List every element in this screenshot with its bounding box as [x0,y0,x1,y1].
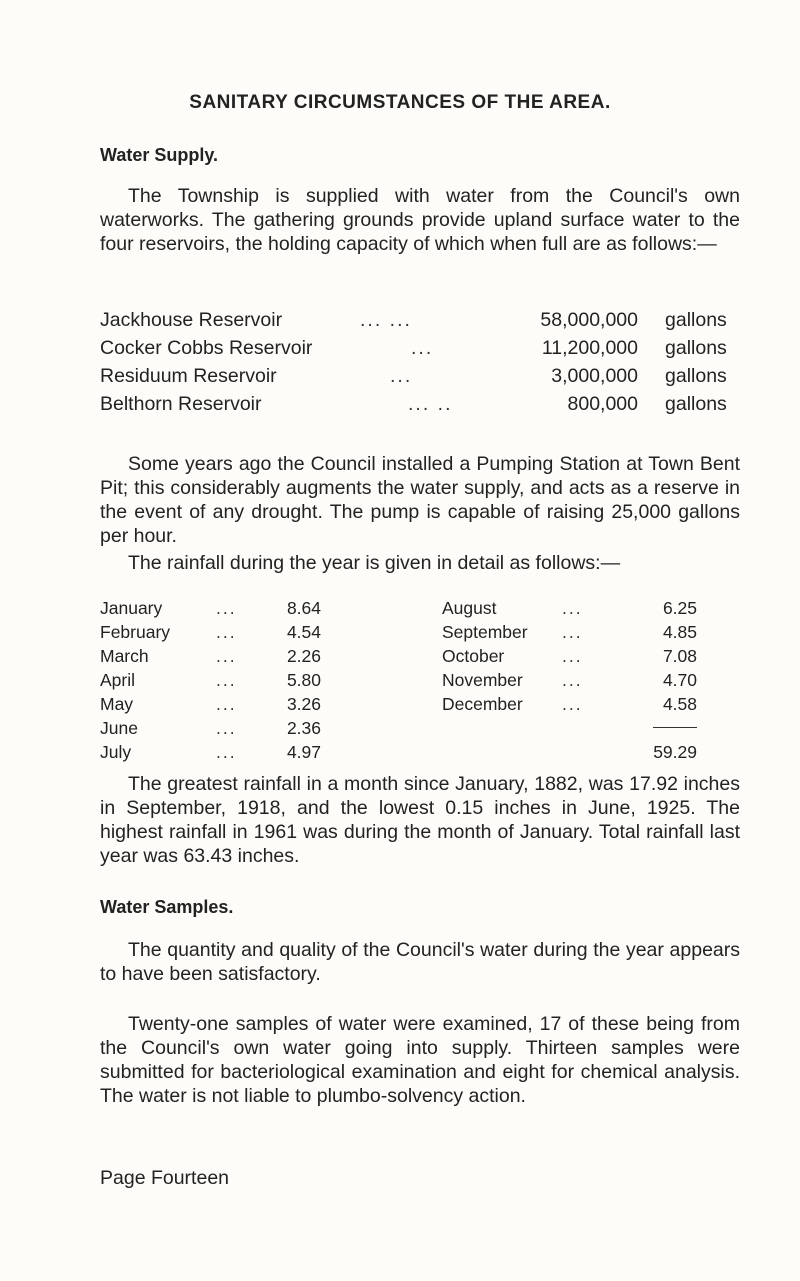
leader-dots: ... .. [408,393,453,415]
leader-dots: ... [216,622,237,642]
paragraph-quality-text: The quantity and quality of the Council's water during the year appears to have been satisfactory. [100,939,740,985]
reservoir-name: Residuum Reservoir [100,365,277,387]
leader-dots: ... [216,646,237,666]
reservoir-unit: gallons [665,337,727,359]
rainfall-row [100,646,740,668]
leader-dots: ... [390,365,413,387]
paragraph-samples-text: Twenty-one samples of water were examined, 17 of these being from the Council's own water going into supply. Thirteen samples were submitted for bacteriological examination and eight for chemical analysis. The water is not liable to plumbo-solvency action. [100,1013,740,1107]
paragraph-rainfall-intro [100,551,740,575]
month-label: February [100,622,171,642]
leader-dots: ... [216,742,237,762]
reservoir-capacity: 3,000,000 [551,365,638,387]
reservoir-unit: gallons [665,393,727,415]
rainfall-row [100,718,740,740]
rainfall-value: 2.36 [286,718,321,738]
month-label: August [442,598,497,618]
leader-dots: ... [411,337,434,359]
reservoir-row [100,365,740,391]
rainfall-row [100,694,740,716]
month-label: July [100,742,132,762]
leader-dots: ... [562,694,583,714]
rainfall-value: 4.97 [286,742,321,762]
total-rule [653,727,697,728]
rainfall-value: 8.64 [286,598,321,618]
month-label: January [100,598,163,618]
paragraph-greatest-rainfall-text: The greatest rainfall in a month since January, 1882, was 17.92 inches in September, 1918, and the lowest 0.15 inches in June, 1925. The highest rainfall in 1961 was during the month of January. Total rainfall last year was 63.43 inches. [100,773,740,867]
month-label: April [100,670,136,690]
rainfall-value: 4.85 [662,622,697,642]
reservoir-capacity: 11,200,000 [541,337,638,359]
rainfall-row [100,742,740,764]
month-label: December [442,694,523,714]
month-label: May [100,694,134,714]
paragraph-pumping [100,452,740,548]
paragraph-quality [100,938,740,986]
month-label: October [442,646,505,666]
paragraph-intro-text: The Township is supplied with water from the Council's own waterworks. The gathering grounds provide upland surface water to the four reservoirs, the holding capacity of which when full are as follows:— [100,185,740,255]
rainfall-value: 3.26 [286,694,321,714]
paragraph-rainfall-intro-text: The rainfall during the year is given in detail as follows:— [128,552,621,574]
reservoir-row [100,337,740,363]
month-label: March [100,646,149,666]
month-label: September [442,622,528,642]
rainfall-value: 4.70 [662,670,697,690]
reservoir-unit: gallons [665,309,727,331]
section-heading-water-supply: Water Supply. [100,145,219,165]
rainfall-value: 2.26 [286,646,321,666]
paragraph-greatest-rainfall [100,772,740,868]
reservoir-capacity: 800,000 [567,393,638,415]
leader-dots: ... [216,694,237,714]
section-heading-water-samples: Water Samples. [100,897,234,917]
page-footer: Page Fourteen [100,1167,230,1189]
leader-dots: ... [562,598,583,618]
reservoir-unit: gallons [665,365,727,387]
leader-dots: ... ... [360,309,412,331]
reservoir-row [100,309,740,335]
paragraph-intro [100,184,740,256]
leader-dots: ... [216,598,237,618]
paragraph-pumping-text: Some years ago the Council installed a Pumping Station at Town Bent Pit; this considerably augments the water supply, and acts as a reserve in the event of any drought. The pump is capable of raising 25,000 gallons per hour. [100,453,740,547]
month-label: November [442,670,523,690]
leader-dots: ... [216,670,237,690]
leader-dots: ... [562,622,583,642]
month-label: June [100,718,138,738]
reservoir-name: Jackhouse Reservoir [100,309,283,331]
leader-dots: ... [562,646,583,666]
rainfall-value: 4.58 [662,694,697,714]
rainfall-row [100,622,740,644]
leader-dots: ... [216,718,237,738]
rainfall-row [100,670,740,692]
reservoir-name: Cocker Cobbs Reservoir [100,337,313,359]
reservoir-name: Belthorn Reservoir [100,393,262,415]
rainfall-row [100,598,740,620]
rainfall-value: 6.25 [662,598,697,618]
paragraph-samples [100,1012,740,1108]
leader-dots: ... [562,670,583,690]
reservoir-capacity: 58,000,000 [540,309,638,331]
rainfall-value: 7.08 [662,646,697,666]
reservoir-row [100,393,740,419]
rainfall-value: 5.80 [286,670,321,690]
page-title: SANITARY CIRCUMSTANCES OF THE AREA. [189,92,611,113]
rainfall-value: 4.54 [286,622,321,642]
rainfall-total: 59.29 [653,742,697,762]
